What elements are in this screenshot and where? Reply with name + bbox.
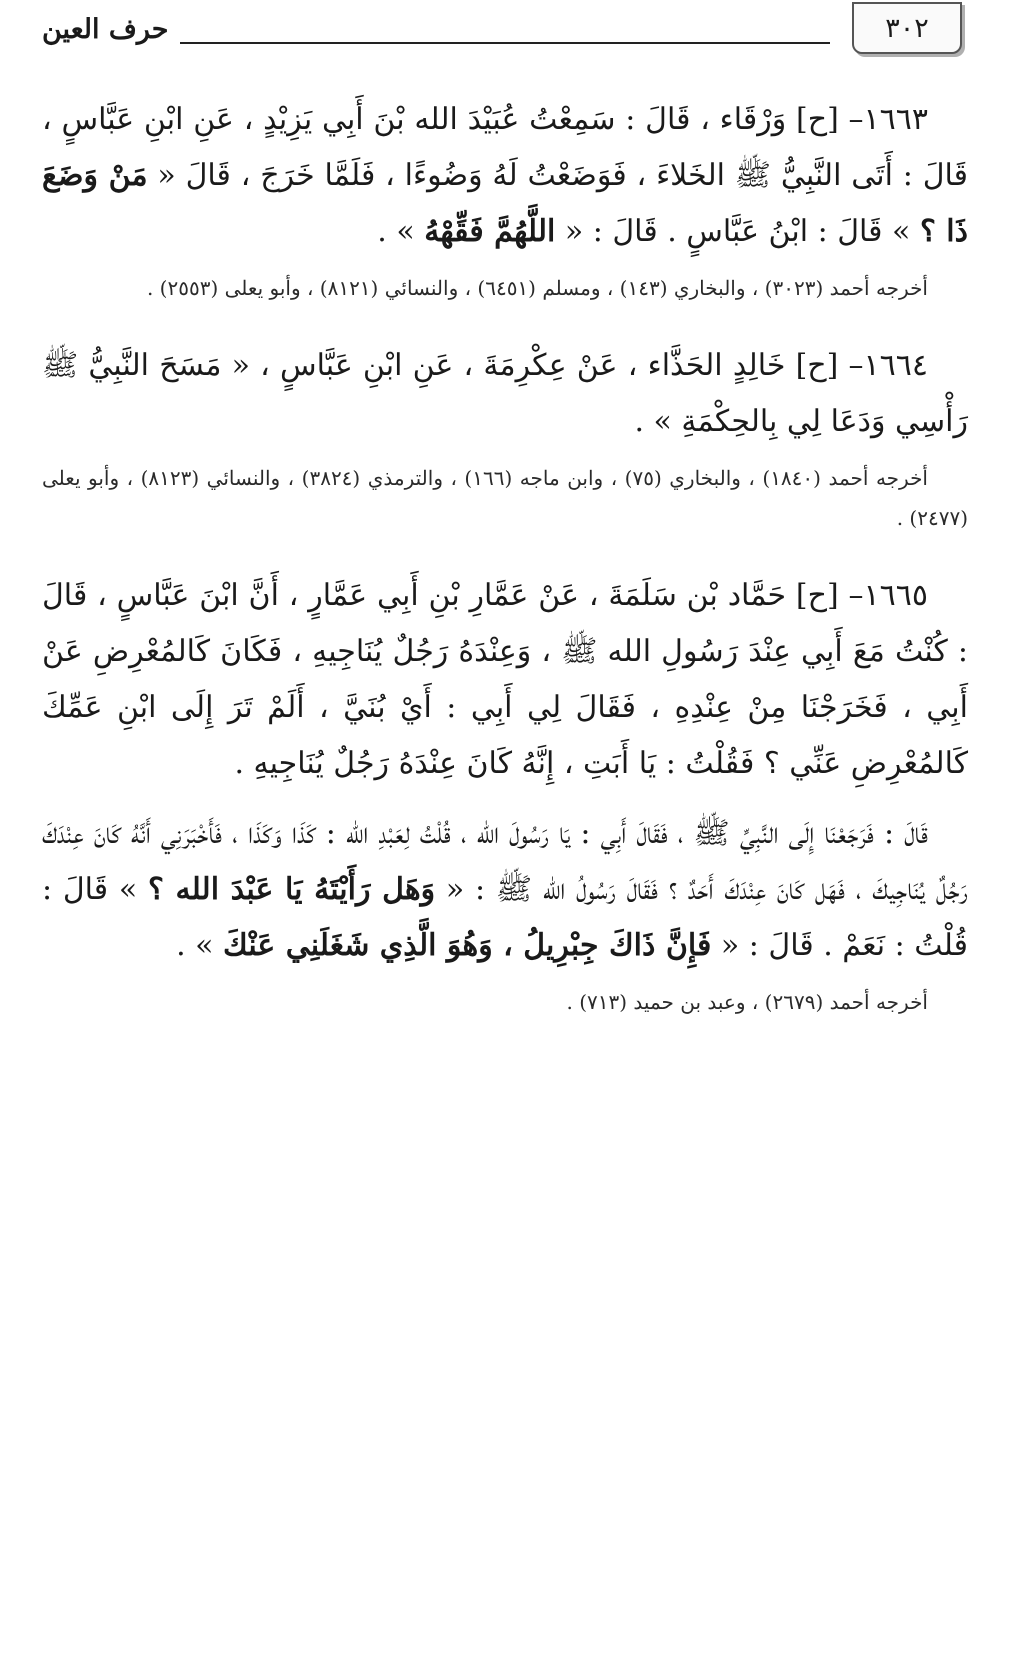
takhrij-note: أخرجه أحمد (٣٠٢٣) ، والبخاري (١٤٣) ، ومسلم (٦٤٥١) ، والنسائي (٨١٢١) ، وأبو يعلى (٢٥٥٣) . (146, 276, 928, 300)
hadith-1665 (42, 568, 968, 1022)
hadith-text (42, 338, 968, 450)
hadith-text-segment: قَالَ : فَرَجَعْنَا إِلَى النَّبِيِّ ﷺ ، فَقَالَ أَبِي : يَا رَسُولَ الله ، قُلْتُ لِعَبْدِ الله : كَذَا وَكَذَا ، فَأَخْبَرَنِي أَنَّهُ كَانَ عِنْدَكَ رَجُلٌ يُنَاجِيكَ ، فَهَل كَانَ عِنْدَكَ أَحَدٌ ؟ فَقَالَ رَسُولُ الله ﷺ : « (42, 816, 968, 907)
hadith-text-segment: » قَالَ : قُلْتُ : نَعَمْ . قَالَ : « (42, 872, 968, 963)
prophetic-speech: اللَّهُمَّ فَقِّهْهُ (424, 214, 556, 249)
header-rule (180, 42, 830, 44)
takhrij-note: أخرجه أحمد (٢٦٧٩) ، وعبد بن حميد (٧١٣) . (566, 990, 928, 1014)
hadith-number: ١٦٦٥ (863, 578, 928, 613)
hadith-number: ١٦٦٤ (863, 348, 928, 383)
hadith-text-segment: – [ح] حَمَّاد بْن سَلَمَةَ ، عَنْ عَمَّارِ بْنِ أَبِي عَمَّارٍ ، أَنَّ ابْنَ عَبَّاسٍ ، قَالَ : كُنْتُ مَعَ أَبِي عِنْدَ رَسُولِ الله ﷺ ، وَعِنْدَهُ رَجُلٌ يُنَاجِيهِ ، فَكَانَ كَالمُعْرِضِ عَنْ أَبِي ، فَخَرَجْنَا مِنْ عِنْدِهِ ، فَقَالَ لِي أَبِي : أَيْ بُنَيَّ ، أَلَمْ تَرَ إِلَى ابْنِ عَمِّكَ كَالمُعْرِضِ عَنِّي ؟ فَقُلْتُ : يَا أَبَتِ ، إِنَّهُ كَانَ عِنْدَهُ رَجُلٌ يُنَاجِيهِ . (42, 578, 968, 781)
page-number-box (852, 2, 962, 54)
hadith-paragraph (42, 92, 968, 260)
takhrij-note: أخرجه أحمد (١٨٤٠) ، والبخاري (٧٥) ، وابن ماجه (١٦٦) ، والترمذي (٣٨٢٤) ، والنسائي (٨١٢٣) ، وأبو يعلى (٢٤٧٧) . (42, 466, 968, 530)
hadith-text-segment: – [ح] وَرْقَاء ، قَالَ : سَمِعْتُ عُبَيْدَ الله بْنَ أَبِي يَزِيْدٍ ، عَنِ ابْنِ عَبَّاسٍ ، قَالَ : أَتَى النَّبِيُّ ﷺ الخَلاءَ ، فَوَضَعْتُ لَهُ وَضُوءًا ، فَلَمَّا خَرَجَ ، قَالَ « (42, 102, 968, 193)
hadith-1663 (42, 92, 968, 308)
hadith-text-segment: – [ح] خَالِدٍ الحَذَّاء ، عَنْ عِكْرِمَةَ ، عَنِ ابْنِ عَبَّاسٍ ، « مَسَحَ النَّبِيُّ ﷺ رَأْسِي وَدَعَا لِي بِالحِكْمَةِ » . (42, 348, 968, 439)
hadith-paragraph (42, 568, 968, 792)
hadith-text (42, 92, 968, 260)
hadith-text (42, 568, 968, 974)
page-number: ٣٠٢ (885, 12, 929, 44)
page-content (42, 92, 968, 1052)
page-header (0, 0, 1010, 70)
hadith-paragraph (42, 338, 968, 450)
hadith-text-segment: » . (377, 214, 425, 249)
hadith-text-segment: » قَالَ : ابْنُ عَبَّاسٍ . قَالَ : « (555, 214, 920, 249)
hadith-text-segment: » . (176, 928, 224, 963)
prophetic-speech: فَإِنَّ ذَاكَ جِبْرِيلُ ، وَهُوَ الَّذِي شَغَلَنِي عَنْكَ (223, 928, 712, 963)
prophetic-speech: مَنْ وَضَعَ ذَا ؟ (42, 158, 968, 249)
hadith-1664 (42, 338, 968, 538)
chapter-title: حرف العين (42, 14, 169, 45)
prophetic-speech: وَهَل رَأَيْتَهُ يَا عَبْدَ الله ؟ (147, 872, 436, 907)
hadith-number: ١٦٦٣ (863, 102, 928, 137)
hadith-paragraph (42, 806, 968, 974)
